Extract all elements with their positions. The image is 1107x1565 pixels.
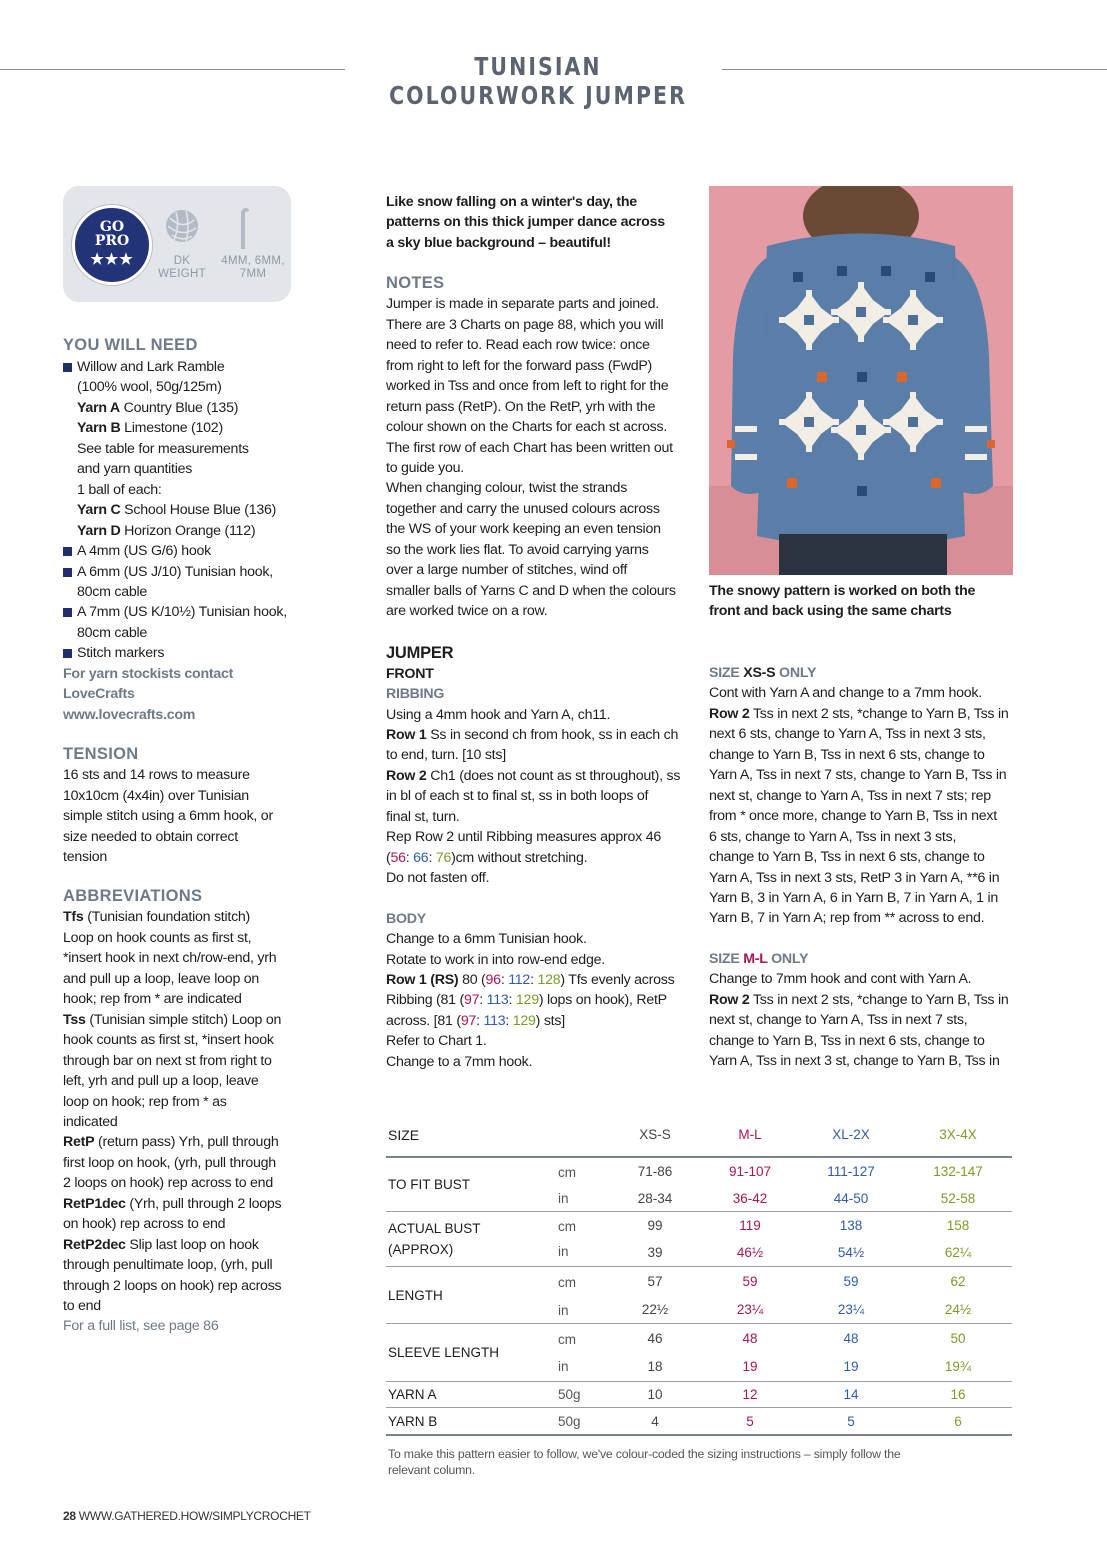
notes-heading: NOTES bbox=[386, 274, 445, 293]
abbr-def: (return pass) Yrh, pull through bbox=[94, 1134, 279, 1151]
table-cell: 52-58 bbox=[940, 1191, 976, 1206]
size-ml-value: 97 bbox=[463, 992, 480, 1009]
yarn-c-label: Yarn C bbox=[77, 502, 121, 519]
unit-label: cm bbox=[558, 1165, 576, 1180]
jumper-heading: JUMPER bbox=[386, 643, 454, 662]
tension-line: 16 sts and 14 rows to measure bbox=[63, 767, 250, 784]
table-cell: 48 bbox=[843, 1331, 859, 1346]
abbr-line: and pull up a loop, leave loop on bbox=[63, 970, 260, 987]
row-text-cont: in bl of each st to final st, ss in both loops of bbox=[386, 788, 649, 805]
row-label: TO FIT BUST bbox=[388, 1177, 471, 1192]
table-cell: 19 bbox=[843, 1359, 859, 1374]
size-ml-line: Yarn A, Tss in next 3 st, change to Yarn B, Tss in bbox=[709, 1053, 1000, 1070]
unit-label: 50g bbox=[558, 1387, 581, 1402]
notes-line: from right to left for the forward pass (FwdP) bbox=[386, 357, 653, 374]
size-xs-line: change to Yarn B, Tss in next 6 sts, change to bbox=[709, 746, 985, 763]
abbr-line: 2 loops on hook) rep across to end bbox=[63, 1175, 273, 1192]
unit-label: in bbox=[558, 1191, 569, 1206]
notes-line: together and carry the unused colours across bbox=[386, 500, 660, 517]
table-rule bbox=[386, 1266, 1012, 1267]
body-line: Refer to Chart 1. bbox=[386, 1033, 487, 1050]
table-cell: 132-147 bbox=[933, 1164, 983, 1179]
unit-label: cm bbox=[558, 1219, 576, 1234]
abbr-line: loop on hook; rep from * as bbox=[63, 1093, 227, 1110]
notes-line: so the work lies flat. To avoid carrying yarns bbox=[386, 541, 649, 558]
table-cell: 5 bbox=[847, 1414, 855, 1429]
abbr-retp bbox=[63, 1132, 308, 1152]
size-xs-line: change to Yarn B, Tss in next 6 sts, change to bbox=[709, 849, 985, 866]
table-rule bbox=[386, 1323, 1012, 1324]
table-cell: 18 bbox=[647, 1359, 663, 1374]
size-xs-line: Yarn A, Tss in next 3 sts, RetP 3 in Yarn A, **6 in bbox=[709, 869, 1000, 886]
abbr-line: left, yrh and pull up a loop, leave bbox=[63, 1073, 259, 1090]
table-cell: 36-42 bbox=[732, 1191, 768, 1206]
table-rule bbox=[386, 1407, 1012, 1408]
abbr-line: to end bbox=[63, 1298, 101, 1315]
size-prefix: SIZE bbox=[709, 950, 744, 967]
page-number: 28 bbox=[63, 1509, 76, 1523]
table-cell: 62¼ bbox=[944, 1245, 972, 1260]
row-label: ACTUAL BUST bbox=[388, 1221, 481, 1236]
row-label: LENGTH bbox=[388, 1288, 443, 1303]
notes-line: There are 3 Charts on page 88, which you will bbox=[386, 316, 664, 333]
size-xs-line: next st, change to Yarn A, Tss in next 7 sts; rep bbox=[709, 787, 991, 804]
size-ml-line: next st, change to Yarn A, Tss in next 7 sts, bbox=[709, 1012, 968, 1029]
abbr-line: on hook) rep across to end bbox=[63, 1216, 226, 1233]
body-subheading: BODY bbox=[386, 910, 426, 927]
stockists-line1: For yarn stockists contact bbox=[63, 665, 234, 682]
row-text: lops on hook), RetP bbox=[543, 992, 667, 1009]
unit-label: cm bbox=[558, 1275, 576, 1290]
table-cell: 57 bbox=[647, 1274, 663, 1289]
row-label: SLEEVE LENGTH bbox=[388, 1345, 500, 1360]
size-prefix: SIZE bbox=[709, 665, 744, 681]
size-header-xs: XS-S bbox=[639, 1127, 671, 1142]
size-xl-value: 112 bbox=[508, 971, 531, 988]
table-cell: 6 bbox=[954, 1414, 962, 1429]
table-cell: 158 bbox=[946, 1218, 970, 1233]
hook-6mm: A 6mm (US J/10) Tunisian hook, bbox=[77, 563, 273, 580]
left-column bbox=[63, 335, 308, 1337]
ball-each-line: 1 ball of each: bbox=[77, 481, 162, 498]
table-cell: 59 bbox=[742, 1274, 758, 1289]
table-cell: 16 bbox=[950, 1387, 966, 1402]
middle-column bbox=[386, 192, 696, 1072]
size-xs-line: from * once more, change to Yarn B, Tss in next bbox=[709, 808, 997, 825]
abbr-tss bbox=[63, 1010, 308, 1030]
table-cell: 22½ bbox=[641, 1302, 669, 1317]
page-footer bbox=[63, 1509, 311, 1523]
abbr-retp1dec bbox=[63, 1194, 308, 1214]
yarn-b-label: Yarn B bbox=[77, 420, 121, 437]
size-ml-value: 56 bbox=[390, 849, 406, 866]
table-rule bbox=[386, 1434, 1012, 1436]
abbr-line: hook counts as first st, *insert hook bbox=[63, 1032, 274, 1049]
size-column-label: SIZE bbox=[388, 1127, 420, 1143]
list-item bbox=[63, 541, 308, 561]
row-label: Row 2 bbox=[386, 767, 427, 784]
table-cell: 99 bbox=[647, 1218, 663, 1233]
caption-line: front and back using the same charts bbox=[709, 603, 952, 620]
row-text-cont: to end, turn. [10 sts] bbox=[386, 747, 506, 764]
unit-label: in bbox=[558, 1244, 569, 1259]
body-line: Change to a 7mm hook. bbox=[386, 1053, 533, 1070]
abbr-retp2dec bbox=[63, 1235, 308, 1255]
page-title: TUNISIAN COLOURWORK JUMPER bbox=[389, 52, 687, 110]
notes-line: colour shown on the Charts for each st across. bbox=[386, 419, 668, 436]
body-line: Change to a 6mm Tunisian hook. bbox=[386, 931, 587, 948]
row-label: YARN B bbox=[388, 1414, 438, 1429]
yarn-weight-line1: DK bbox=[173, 255, 191, 267]
size-ml-line: Change to 7mm hook and cont with Yarn A. bbox=[709, 971, 972, 988]
table-cell: 4 bbox=[651, 1414, 659, 1429]
row-text: ) sts] bbox=[535, 1012, 565, 1029]
abbr-term: Tss bbox=[63, 1011, 86, 1028]
size-3x-value: 76 bbox=[435, 849, 452, 866]
size-xs-heading bbox=[709, 663, 1024, 683]
row-text-cont: final st, turn. bbox=[386, 808, 460, 825]
size-header-ml: M-L bbox=[738, 1127, 762, 1142]
size-xs-line: Yarn B, 3 in Yarn A, 6 in Yarn B, 7 in Yarn A, 1 in bbox=[709, 889, 999, 906]
row-text: across. [81 ( bbox=[386, 1012, 461, 1029]
size-xs-row2 bbox=[709, 704, 1024, 724]
footnote-line: To make this pattern easier to follow, we've colour-coded the sizing instructions – simply follow the bbox=[388, 1447, 901, 1461]
hook-7mm: A 7mm (US K/10½) Tunisian hook, bbox=[77, 604, 287, 621]
size-ml-value: 96 bbox=[485, 971, 501, 988]
yarn-weight-label bbox=[152, 255, 212, 281]
hook-7mm-cable: 80cm cable bbox=[77, 624, 148, 641]
yarn-c-line bbox=[63, 500, 308, 520]
abbr-def: (Tunisian foundation stitch) bbox=[83, 909, 251, 926]
size-base-value: 81 bbox=[440, 992, 456, 1009]
abbr-term: RetP1dec bbox=[63, 1195, 126, 1212]
size-xs-line: next 6 sts, change to Yarn A, Tss in next 3 sts, bbox=[709, 726, 986, 743]
yarn-c-value: School House Blue (136) bbox=[120, 502, 277, 519]
ribbing-subheading: RIBBING bbox=[386, 686, 445, 703]
table-cell: 14 bbox=[843, 1387, 859, 1402]
notes-line: return pass (RetP). On the RetP, yrh with the bbox=[386, 398, 656, 415]
yarn-a-value: Country Blue (135) bbox=[119, 399, 239, 416]
notes-line: over a large number of stitches, wind off bbox=[386, 562, 628, 579]
ribbing-line: Using a 4mm hook and Yarn A, ch11. bbox=[386, 706, 611, 723]
abbr-line: hook; rep from * are indicated bbox=[63, 991, 242, 1008]
list-item bbox=[63, 562, 308, 582]
stitch-markers: Stitch markers bbox=[77, 645, 165, 662]
table-cell: 19¾ bbox=[944, 1359, 972, 1374]
size-3x-value: 129 bbox=[512, 1012, 536, 1029]
photo-caption bbox=[709, 581, 1019, 622]
header-rule-right bbox=[722, 69, 1107, 70]
row-label-sub: (APPROX) bbox=[388, 1242, 454, 1257]
table-cell: 50 bbox=[950, 1331, 966, 1346]
table-note-line1: See table for measurements bbox=[77, 440, 249, 457]
abbr-line: through 2 loops on hook) rep across bbox=[63, 1277, 282, 1294]
difficulty-level-line1: GO bbox=[99, 219, 125, 235]
row-label: Row 2 bbox=[709, 991, 750, 1008]
row-label: Row 2 bbox=[709, 705, 750, 722]
yarn-d-label: Yarn D bbox=[77, 522, 121, 539]
table-cell: 54½ bbox=[837, 1245, 865, 1260]
size-3x-value: 129 bbox=[515, 992, 539, 1009]
unit-label: cm bbox=[558, 1332, 576, 1347]
notes-line: The first row of each Chart has been written out bbox=[386, 439, 673, 456]
table-cell: 39 bbox=[647, 1245, 663, 1260]
size-suffix: ONLY bbox=[767, 950, 809, 967]
punct: ( bbox=[386, 849, 391, 866]
rep-line: Rep Row 2 until Ribbing measures approx 46 bbox=[386, 829, 661, 846]
size-ml-heading bbox=[709, 949, 1024, 969]
hook-size-line2: 7MM bbox=[239, 268, 267, 280]
row-label: Row 1 bbox=[386, 726, 427, 743]
size-header-xl: XL-2X bbox=[832, 1127, 870, 1142]
yarn-d-value: Horizon Orange (112) bbox=[120, 522, 256, 539]
tension-line: 10x10cm (4x4in) over Tunisian bbox=[63, 787, 249, 804]
difficulty-badge bbox=[72, 205, 152, 285]
notes-line: worked in Tss and once from left to right for the bbox=[386, 378, 669, 395]
tension-line: simple stitch using a 6mm hook, or bbox=[63, 808, 273, 825]
hook-4mm: A 4mm (US G/6) hook bbox=[77, 543, 212, 560]
size-xs-line: Cont with Yarn A and change to a 7mm hook. bbox=[709, 685, 982, 702]
table-cell: 46½ bbox=[736, 1245, 764, 1260]
row-label: YARN A bbox=[388, 1387, 437, 1402]
yarn-composition: (100% wool, 50g/125m) bbox=[77, 379, 222, 396]
intro-line: patterns on this thick jumper dance across bbox=[386, 214, 665, 231]
jumper-photo bbox=[709, 186, 1013, 575]
row-text: Ss in second ch from hook, ss in each ch bbox=[426, 726, 679, 743]
intro-line: Like snow falling on a winter's day, the bbox=[386, 194, 637, 210]
table-cell: 44-50 bbox=[833, 1191, 869, 1206]
size-ml-value: 97 bbox=[460, 1012, 477, 1029]
abbr-term: Tfs bbox=[63, 909, 84, 926]
size-xl-value: 113 bbox=[483, 1012, 506, 1029]
row-text: ) Tfs evenly across bbox=[560, 971, 675, 988]
table-rule bbox=[386, 1156, 1012, 1158]
notes-line: smaller balls of Yarns C and D when the colours bbox=[386, 582, 676, 599]
body-row1: Row 1 (RS) 80 (96: 112: 128) Tfs evenly across bbox=[386, 971, 675, 988]
body-ribbing-line: Ribbing (81 (97: 113: 129) lops on hook), RetP bbox=[386, 992, 667, 1009]
difficulty-stars: ★★★ bbox=[90, 250, 134, 268]
abbr-def: (Yrh, pull through 2 loops bbox=[125, 1195, 282, 1212]
table-cell: 5 bbox=[746, 1414, 754, 1429]
hook-size-label bbox=[213, 255, 293, 281]
notes-line: need to refer to. Read each row twice: once bbox=[386, 337, 650, 354]
notes-line: the WS of your work keeping an even tension bbox=[386, 521, 661, 538]
table-cell: 71-86 bbox=[637, 1164, 673, 1179]
abbr-line: Loop on hook counts as first st, bbox=[63, 929, 252, 946]
table-cell: 23¼ bbox=[736, 1302, 764, 1317]
tension-heading: TENSION bbox=[63, 745, 139, 764]
header-rule-left bbox=[0, 69, 345, 70]
footnote-line: relevant column. bbox=[388, 1463, 476, 1477]
abbr-tfs bbox=[63, 907, 308, 927]
table-cell: 24½ bbox=[944, 1302, 972, 1317]
size-xl-value: 66 bbox=[413, 849, 429, 866]
yarn-brand: Willow and Lark Ramble bbox=[77, 359, 225, 375]
notes-line: are worked twice on a row. bbox=[386, 603, 548, 620]
row-text: Ribbing ( bbox=[386, 992, 441, 1009]
row-text: Tss in next 2 sts, *change to Yarn B, Tss in bbox=[749, 991, 1009, 1008]
table-cell: 91-107 bbox=[728, 1164, 772, 1179]
stockists-link[interactable]: www.lovecrafts.com bbox=[63, 706, 196, 723]
table-cell: 62 bbox=[950, 1274, 966, 1289]
size-ml-line: change to Yarn B, Tss in next 6 sts, change to bbox=[709, 1032, 985, 1049]
row1-line bbox=[386, 725, 696, 745]
stockists-line2: LoveCrafts bbox=[63, 686, 135, 703]
table-cell: 111-127 bbox=[827, 1164, 875, 1179]
size-xl-value: 113 bbox=[486, 992, 509, 1009]
table-cell: 10 bbox=[647, 1387, 663, 1402]
caption-line: The snowy pattern is worked on both the bbox=[709, 583, 976, 599]
difficulty-level-line2: PRO bbox=[94, 233, 130, 249]
table-cell: 119 bbox=[739, 1218, 761, 1233]
notes-line: When changing colour, twist the strands bbox=[386, 480, 628, 497]
abbr-line: first loop on hook, (yrh, pull through bbox=[63, 1154, 276, 1171]
list-item bbox=[63, 643, 308, 663]
row-label: Row 1 (RS) bbox=[386, 971, 459, 988]
unit-label: 50g bbox=[558, 1414, 581, 1429]
yarn-b-value: Limestone (102) bbox=[120, 420, 223, 437]
unit-label: in bbox=[558, 1359, 569, 1374]
yarn-d-line bbox=[63, 521, 308, 541]
abbr-term: RetP2dec bbox=[63, 1236, 126, 1253]
yarn-b-line bbox=[63, 418, 308, 438]
abbreviations-heading: ABBREVIATIONS bbox=[63, 887, 203, 906]
abbr-line: through bar on next st from right to bbox=[63, 1052, 272, 1069]
abbr-line: *insert hook in next ch/row-end, yrh bbox=[63, 950, 277, 967]
table-cell: 19 bbox=[742, 1359, 758, 1374]
size-3x-value: 128 bbox=[537, 971, 561, 988]
table-cell: 48 bbox=[742, 1331, 758, 1346]
size-header-3x: 3X-4X bbox=[939, 1127, 977, 1142]
size-xs-label: XS-S bbox=[743, 665, 776, 681]
size-xs-line: Yarn B, 7 in Yarn A; rep from ** across to end. bbox=[709, 910, 985, 927]
hook-size-line1: 4MM, 6MM, bbox=[221, 255, 285, 267]
jumper-illustration bbox=[709, 186, 1013, 575]
abbr-def: (Tunisian simple stitch) Loop on bbox=[85, 1011, 282, 1028]
hook-6mm-cable: 80cm cable bbox=[77, 583, 148, 600]
you-will-need-heading: YOU WILL NEED bbox=[63, 336, 198, 354]
row-text: 80 ( bbox=[458, 971, 486, 988]
yarn-a-label: Yarn A bbox=[77, 399, 120, 416]
size-xs-line: Yarn A, Tss in next 7 sts, change to Yarn B, Tss in bbox=[709, 767, 1007, 784]
tension-line: size needed to obtain correct bbox=[63, 828, 238, 845]
list-item bbox=[63, 357, 308, 377]
abbr-def: Slip last loop on hook bbox=[125, 1236, 259, 1253]
body-line: Rotate to work in into row-end edge. bbox=[386, 951, 605, 968]
unit-label: in bbox=[558, 1303, 569, 1318]
abbr-line: through penultimate loop, (yrh, pull bbox=[63, 1257, 273, 1274]
yarn-weight-line2: WEIGHT bbox=[158, 268, 206, 280]
table-rule bbox=[386, 1381, 1012, 1382]
yarn-ball-icon bbox=[164, 208, 200, 244]
table-cell: 23¼ bbox=[837, 1302, 865, 1317]
size-suffix: ONLY bbox=[775, 665, 817, 681]
rep-sizes-line: (56: 66: 76)cm without stretching. bbox=[386, 849, 588, 866]
front-subheading: FRONT bbox=[386, 665, 434, 682]
body-across-line: across. [81 (97: 113: 129) sts] bbox=[386, 1012, 565, 1029]
row-text: Tss in next 2 sts, *change to Yarn B, Tss in bbox=[749, 705, 1009, 722]
notes-line: Jumper is made in separate parts and joined. bbox=[386, 296, 659, 313]
table-cell: 12 bbox=[742, 1387, 758, 1402]
intro-line: a sky blue background – beautiful! bbox=[386, 234, 611, 251]
fasten-line: Do not fasten off. bbox=[386, 870, 490, 887]
table-rule bbox=[386, 1211, 1012, 1212]
table-footnote bbox=[388, 1446, 1008, 1478]
row2-line bbox=[386, 766, 696, 786]
full-list-link[interactable]: For a full list, see page 86 bbox=[63, 1318, 219, 1335]
rep-close: )cm without stretching. bbox=[451, 849, 588, 866]
table-cell: 46 bbox=[647, 1331, 663, 1346]
right-column bbox=[709, 663, 1024, 1072]
size-xs-line: 6 sts, change to Yarn A, Tss in next 3 sts, bbox=[709, 828, 957, 845]
tension-line: tension bbox=[63, 848, 107, 865]
table-cell: 59 bbox=[843, 1274, 859, 1289]
abbr-line: indicated bbox=[63, 1113, 118, 1130]
table-cell: 28-34 bbox=[637, 1191, 673, 1206]
size-ml-row2 bbox=[709, 990, 1024, 1010]
table-cell: 138 bbox=[839, 1218, 863, 1233]
row-text: Ch1 (does not count as st throughout), ss bbox=[426, 767, 681, 784]
crochet-hook-icon bbox=[234, 205, 254, 251]
size-ml-label: M-L bbox=[743, 950, 768, 967]
notes-line: to guide you. bbox=[386, 459, 464, 476]
table-note-line2: and yarn quantities bbox=[77, 461, 193, 478]
yarn-a-line bbox=[63, 398, 308, 418]
list-item bbox=[63, 602, 308, 622]
footer-url[interactable]: WWW.GATHERED.HOW/SIMPLYCROCHET bbox=[75, 1509, 311, 1523]
abbr-term: RetP bbox=[63, 1134, 95, 1151]
